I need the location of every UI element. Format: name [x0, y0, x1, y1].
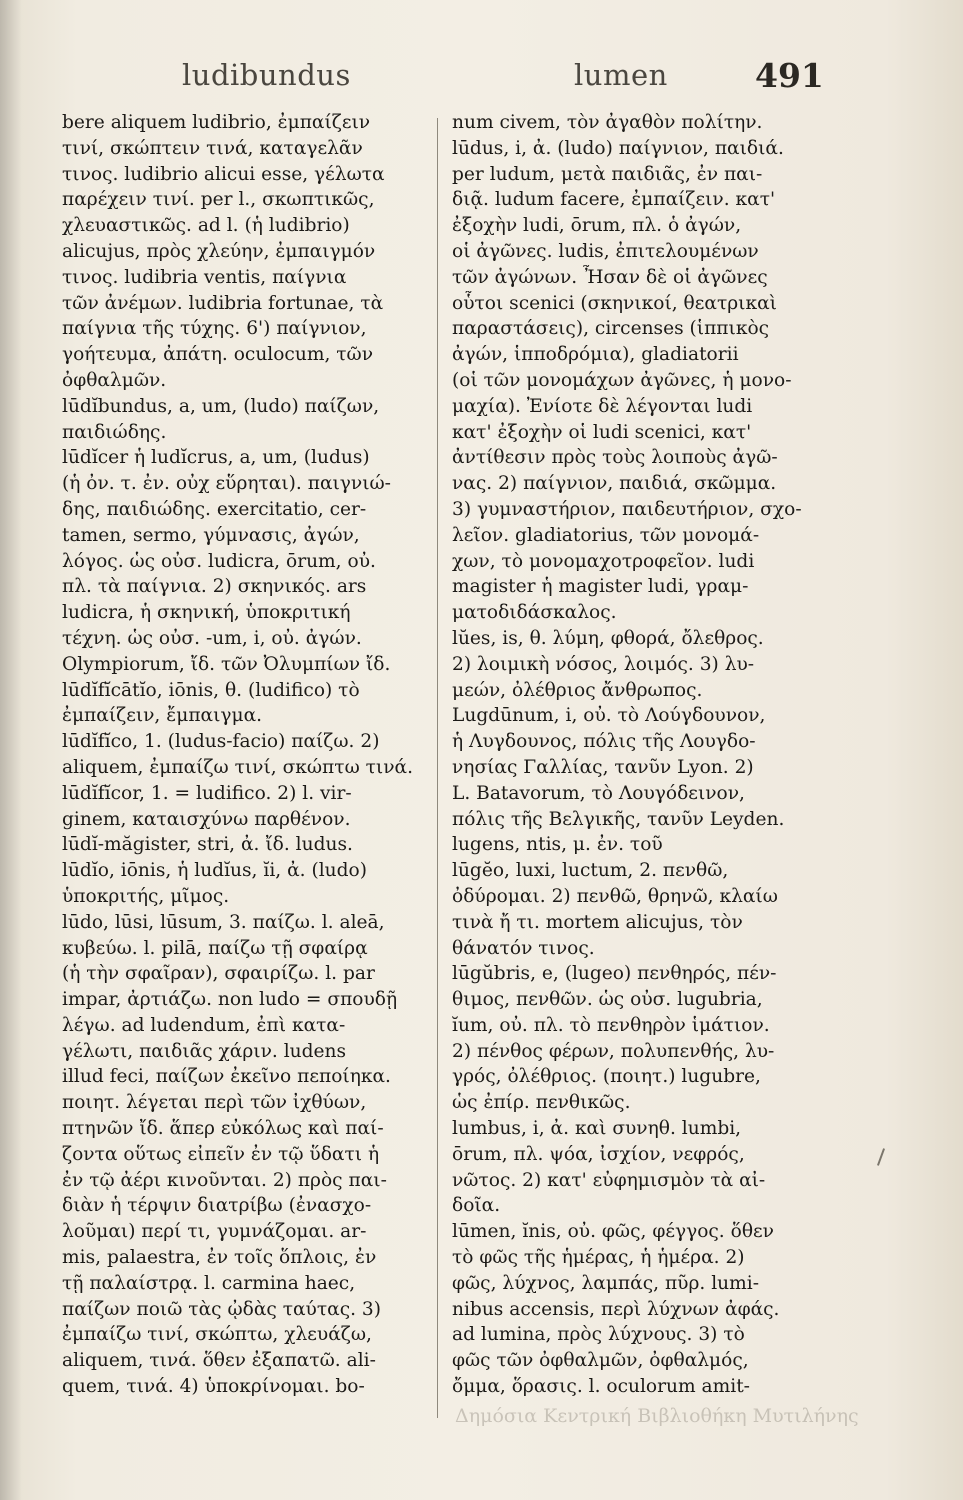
- column-divider: [437, 118, 438, 1418]
- text-line: ginem, καταισχύνω παρθένον.: [62, 808, 351, 830]
- text-line: γοήτευμα, ἀπάτη. oculocum, τῶν: [62, 344, 374, 366]
- text-line: ludicra, ἡ σκηνική, ὑποκριτική: [62, 602, 351, 624]
- text-line: νῶτος. 2) κατ' εὐφημισμὸν τὰ αἰ-: [452, 1169, 766, 1191]
- text-line: παρέχειν τινί. per l., σκωπτικῶς,: [62, 189, 375, 211]
- text-line: ἐμπαίζειν, ἔμπαιγμα.: [62, 705, 263, 727]
- text-line: μεών, ὀλέθριος ἄνθρωπος.: [452, 679, 703, 701]
- text-line: νησίας Γαλλίας, τανῦν Lyon. 2): [452, 756, 754, 778]
- text-line: πτηνῶν ἴδ. ἅπερ εὐκόλως καὶ παί-: [62, 1118, 384, 1140]
- text-line: lūgŭbris, e, (lugeo) πενθηρός, πέν-: [452, 963, 777, 985]
- text-line: lugens, ntis, μ. ἐν. τοῦ: [452, 834, 663, 856]
- text-line: νας. 2) παίγνιον, παιδιά, σκῶμμα.: [452, 473, 777, 495]
- text-line: φῶς τῶν ὀφθαλμῶν, ὀφθαλμός,: [452, 1350, 749, 1372]
- text-line: παίζων ποιῶ τὰς ᾠδὰς ταύτας. 3): [62, 1298, 382, 1320]
- text-line: lūdo, lūsi, lūsum, 3. παίζω. l. aleā,: [62, 911, 385, 933]
- text-line: 3) γυμναστήριον, παιδευτήριον, σχο-: [452, 498, 802, 520]
- text-line: διᾷ. ludum facere, ἐμπαίζειν. κατ': [452, 189, 776, 211]
- header-first-entry: ludibundus: [182, 58, 351, 92]
- left-column: [62, 110, 434, 1430]
- text-line: ἐν τῷ ἀέρι κινοῦνται. 2) πρὸς παι-: [62, 1169, 387, 1191]
- text-line: λόγος. ὡς οὐσ. ludicra, ōrum, οὐ.: [62, 550, 376, 572]
- text-line: χων, τὸ μονομαχοτροφεῖον. ludi: [452, 550, 755, 572]
- text-line: τῶν ἀγώνων. Ἦσαν δὲ οἱ ἀγῶνες: [452, 266, 768, 288]
- text-line: ĭum, οὐ. πλ. τὸ πενθηρὸν ἱμάτιον.: [452, 1014, 770, 1036]
- text-line: δοῖα.: [452, 1195, 501, 1217]
- text-line: quem, τινά. 4) ὑποκρίνομαι. bo-: [62, 1376, 365, 1398]
- text-line: (ἡ τὴν σφαῖραν), σφαιρίζω. l. par: [62, 963, 375, 985]
- text-line: τὸ φῶς τῆς ἡμέρας, ἡ ἡμέρα. 2): [452, 1247, 745, 1269]
- text-line: mis, palaestra, ἐν τοῖς ὅπλοις, ἐν: [62, 1247, 377, 1269]
- text-line: κατ' ἐξοχὴν οἱ ludi scenici, κατ': [452, 421, 752, 443]
- text-line: lūdĭbundus, a, um, (ludo) παίζων,: [62, 395, 380, 417]
- text-line: ὄμμα, ὅρασις. l. oculorum amit-: [452, 1376, 750, 1398]
- text-line: lūgĕo, luxi, luctum, 2. πενθῶ,: [452, 860, 729, 882]
- text-line: τινος. ludibria ventis, παίγνια: [62, 266, 347, 288]
- text-line: lumbus, i, ἀ. καὶ συνηθ. lumbi,: [452, 1118, 742, 1140]
- text-line: per ludum, μετὰ παιδιᾶς, ἐν παι-: [452, 163, 763, 185]
- text-line: Lugdūnum, i, οὐ. τὸ Λούγδουνον,: [452, 705, 766, 727]
- text-line: 2) λοιμικὴ νόσος, λοιμός. 3) λυ-: [452, 653, 755, 675]
- text-line: bere aliquem ludibrio, ἐμπαίζειν: [62, 112, 371, 133]
- text-line: L. Batavorum, τὸ Λουγόδεινον,: [452, 782, 745, 804]
- text-line: aliquem, ἐμπαίζω τινί, σκώπτω τινά.: [62, 756, 413, 778]
- text-line: magister ἡ magister ludi, γραμ-: [452, 576, 749, 598]
- text-line: τινος. ludibrio alicui esse, γέλωτα: [62, 163, 385, 185]
- text-line: illud feci, παίζων ἐκεῖνο πεποίηκα.: [62, 1066, 391, 1088]
- text-line: ἐμπαίζω τινί, σκώπτω, χλευάζω,: [62, 1324, 372, 1346]
- text-line: lūdĭfĭcātĭo, iōnis, θ. (ludifico) τὸ: [62, 679, 360, 701]
- running-header: [0, 58, 963, 102]
- text-line: alicujus, πρὸς χλεύην, ἐμπαιγμόν: [62, 240, 376, 262]
- text-line: πόλις τῆς Βελγικῆς, τανῦν Leyden.: [452, 808, 785, 830]
- text-line: διὰν ἡ τέρψιν διατρίβω (ἐνασχο-: [62, 1195, 372, 1217]
- text-line: (ἡ ὀν. τ. ἐν. οὐχ εὕρηται). παιγνιώ-: [62, 473, 391, 495]
- text-line: γέλωτι, παιδιᾶς χάριν. ludens: [62, 1040, 347, 1062]
- text-line: πλ. τὰ παίγνια. 2) σκηνικός. ars: [62, 576, 367, 598]
- text-line: tamen, sermo, γύμνασις, ἀγών,: [62, 524, 360, 546]
- text-line: lŭes, is, θ. λύμη, φθορά, ὄλεθρος.: [452, 627, 764, 649]
- text-line: num civem, τὸν ἀγαθὸν πολίτην.: [452, 112, 763, 133]
- text-line: λέγω. ad ludendum, ἐπὶ κατα-: [62, 1014, 346, 1036]
- text-line: ἐξοχὴν ludi, ōrum, πλ. ὁ ἀγών,: [452, 215, 742, 237]
- text-line: lūdĭfĭco, 1. (ludus-facio) παίζω. 2): [62, 731, 380, 753]
- text-line: lūmen, ĭnis, οὐ. φῶς, φέγγος. ὅθεν: [452, 1221, 774, 1243]
- text-line: nibus accensis, περὶ λύχνων ἀφάς.: [452, 1298, 780, 1320]
- text-line: ad lumina, πρὸς λύχνους. 3) τὸ: [452, 1324, 745, 1346]
- text-line: τινί, σκώπτειν τινά, καταγελᾶν: [62, 137, 363, 159]
- text-line: λοῦμαι) περί τι, γυμνάζομαι. ar-: [62, 1221, 367, 1243]
- text-line: οὗτοι scenici (σκηνικοί, θεατρικαὶ: [452, 292, 777, 314]
- text-line: δης, παιδιώδης. exercitatio, cer-: [62, 498, 367, 520]
- text-line: τῇ παλαίστρᾳ. l. carmina haec,: [62, 1272, 356, 1294]
- text-line: ἀντίθεσιν πρὸς τοὺς λοιποὺς ἀγῶ-: [452, 447, 778, 469]
- text-line: ὑποκριτής, μῖμος.: [62, 885, 230, 907]
- text-line: τέχνη. ὡς οὐσ. -um, i, οὐ. ἀγών.: [62, 627, 362, 649]
- text-line: παίγνια τῆς τύχης. 6') παίγνιον,: [62, 318, 367, 340]
- text-line: θιμος, πενθῶν. ὡς οὐσ. lugubria,: [452, 989, 763, 1011]
- text-line: ποιητ. λέγεται περὶ τῶν ἰχθύων,: [62, 1092, 367, 1114]
- text-line: οἱ ἀγῶνες. ludis, ἐπιτελουμένων: [452, 240, 759, 262]
- text-line: τινὰ ἤ τι. mortem alicujus, τὸν: [452, 911, 743, 933]
- text-line: ματοδιδάσκαλος.: [452, 602, 617, 624]
- page-number: 491: [755, 56, 824, 95]
- text-line: χλευαστικῶς. ad l. (ἡ ludibrio): [62, 215, 350, 237]
- stray-mark: [877, 1148, 885, 1166]
- text-line: τῶν ἀνέμων. ludibria fortunae, τὰ: [62, 292, 384, 314]
- text-line: ἡ Λυγδουνος, πόλις τῆς Λουγδο-: [452, 731, 756, 753]
- text-line: Olympiorum, ἴδ. τῶν Ὀλυμπίων ἴδ.: [62, 653, 391, 675]
- binding-shadow: [0, 0, 22, 1500]
- text-line: ζοντα οὕτως εἰπεῖν ἐν τῷ ὕδατι ἡ: [62, 1143, 380, 1165]
- text-line: aliquem, τινά. ὅθεν ἐξαπατῶ. ali-: [62, 1350, 376, 1372]
- text-line: παραστάσεις), circenses (ἱππικὸς: [452, 318, 770, 340]
- text-line: γρός, ὀλέθριος. (ποιητ.) lugubre,: [452, 1066, 761, 1088]
- text-line: impar, ἀρτιάζω. non ludo = σπουδῇ: [62, 989, 398, 1011]
- text-line: 2) πένθος φέρων, πολυπενθής, λυ-: [452, 1040, 775, 1062]
- right-column: [452, 110, 824, 1430]
- text-line: lūdus, i, ἀ. (ludo) παίγνιον, παιδιά.: [452, 137, 784, 159]
- text-line: (οἱ τῶν μονομάχων ἀγῶνες, ἡ μονο-: [452, 369, 792, 391]
- text-line: lūdĭfĭcor, 1. = ludifico. 2) l. vir-: [62, 782, 352, 804]
- text-line: lūdĭcer ἡ ludĭcrus, a, um, (ludus): [62, 447, 370, 469]
- text-line: λεῖον. gladiatorius, τῶν μονομά-: [452, 524, 760, 546]
- text-line: ὡς ἐπίρ. πενθικῶς.: [452, 1092, 631, 1114]
- text-line: lūdĭo, iōnis, ἡ ludĭus, ĭi, ἀ. (ludo): [62, 860, 367, 882]
- text-line: θάνατόν τινος.: [452, 937, 595, 959]
- header-last-entry: lumen: [574, 58, 668, 92]
- text-line: παιδιώδης.: [62, 421, 167, 443]
- text-line: ὀδύρομαι. 2) πενθῶ, θρηνῶ, κλαίω: [452, 885, 778, 907]
- text-line: ὀφθαλμῶν.: [62, 369, 167, 391]
- text-line: lūdĭ-măgister, stri, ἀ. ἴδ. ludus.: [62, 834, 353, 856]
- text-line: φῶς, λύχνος, λαμπάς, πῦρ. lumi-: [452, 1272, 759, 1294]
- text-line: ἀγών, ἱπποδρόμια), gladiatorii: [452, 344, 739, 366]
- text-line: κυβεύω. l. pilā, παίζω τῇ σφαίρᾳ: [62, 937, 368, 959]
- text-line: μαχία). Ἐνίοτε δὲ λέγονται ludi: [452, 395, 753, 417]
- library-watermark: Δημόσια Κεντρική Βιβλιοθήκη Μυτιλήνης: [455, 1405, 859, 1427]
- text-line: ōrum, πλ. ψόα, ἰσχίον, νεφρός,: [452, 1143, 745, 1165]
